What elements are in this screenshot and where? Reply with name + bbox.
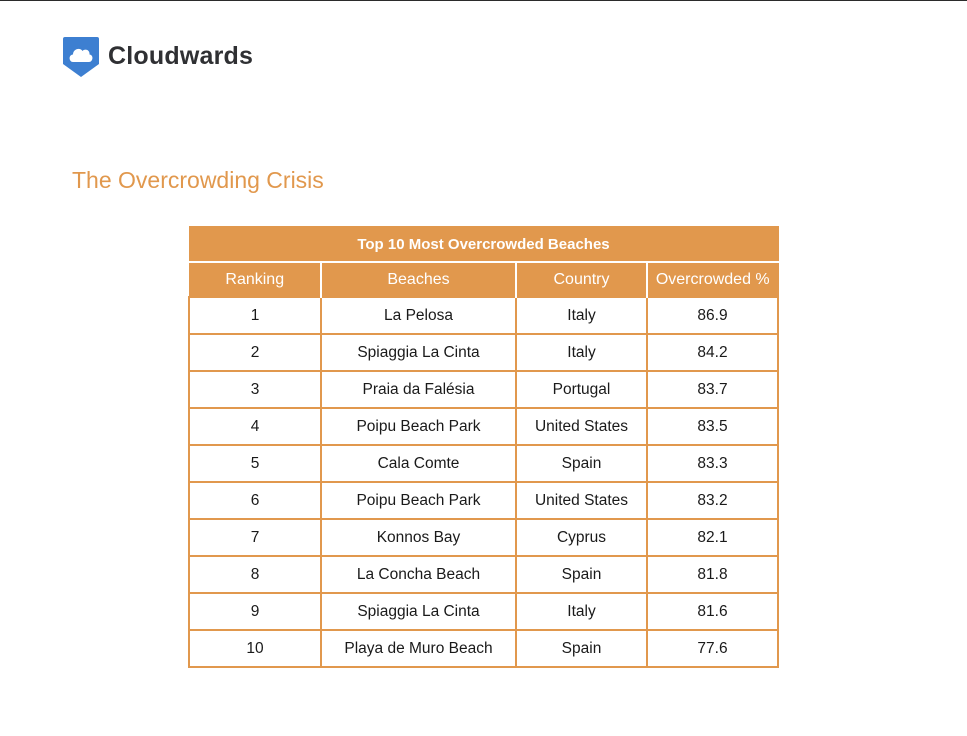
beach-cell: La Concha Beach bbox=[321, 556, 516, 593]
header-beaches: Beaches bbox=[321, 262, 516, 297]
beach-cell: Konnos Bay bbox=[321, 519, 516, 556]
table-row bbox=[189, 482, 778, 519]
country-cell: United States bbox=[516, 482, 647, 519]
ranking-cell: 3 bbox=[189, 371, 321, 408]
beach-cell: Poipu Beach Park bbox=[321, 408, 516, 445]
ranking-cell: 7 bbox=[189, 519, 321, 556]
overcrowded-percent-cell: 81.6 bbox=[647, 593, 778, 630]
overcrowded-percent-cell: 83.5 bbox=[647, 408, 778, 445]
page-title: The Overcrowding Crisis bbox=[72, 167, 324, 193]
beach-cell: Praia da Falésia bbox=[321, 371, 516, 408]
ranking-cell: 2 bbox=[189, 334, 321, 371]
beach-cell: Spiaggia La Cinta bbox=[321, 334, 516, 371]
table-title: Top 10 Most Overcrowded Beaches bbox=[189, 227, 778, 263]
country-cell: United States bbox=[516, 408, 647, 445]
overcrowded-percent-cell: 86.9 bbox=[647, 297, 778, 334]
header-overcrowded-percent: Overcrowded % bbox=[647, 262, 778, 297]
beach-ranking-table-container bbox=[188, 226, 779, 668]
ranking-cell: 5 bbox=[189, 445, 321, 482]
overcrowded-percent-cell: 77.6 bbox=[647, 630, 778, 667]
overcrowded-percent-cell: 83.7 bbox=[647, 371, 778, 408]
ranking-cell: 1 bbox=[189, 297, 321, 334]
table-row bbox=[189, 556, 778, 593]
country-cell: Italy bbox=[516, 593, 647, 630]
table-row bbox=[189, 334, 778, 371]
table-caption-row bbox=[189, 227, 778, 263]
country-cell: Cyprus bbox=[516, 519, 647, 556]
table-header-row bbox=[189, 262, 778, 297]
overcrowded-percent-cell: 84.2 bbox=[647, 334, 778, 371]
table-row bbox=[189, 408, 778, 445]
country-cell: Portugal bbox=[516, 371, 647, 408]
table-row bbox=[189, 445, 778, 482]
table-row bbox=[189, 630, 778, 667]
table-row bbox=[189, 371, 778, 408]
table-row bbox=[189, 593, 778, 630]
overcrowded-percent-cell: 83.3 bbox=[647, 445, 778, 482]
brand-logo[interactable] bbox=[62, 34, 253, 78]
header-ranking: Ranking bbox=[189, 262, 321, 297]
country-cell: Italy bbox=[516, 297, 647, 334]
ranking-cell: 8 bbox=[189, 556, 321, 593]
table-row bbox=[189, 519, 778, 556]
ranking-cell: 4 bbox=[189, 408, 321, 445]
beach-cell: Poipu Beach Park bbox=[321, 482, 516, 519]
header-country: Country bbox=[516, 262, 647, 297]
overcrowded-percent-cell: 82.1 bbox=[647, 519, 778, 556]
beach-cell: La Pelosa bbox=[321, 297, 516, 334]
brand-name: Cloudwards bbox=[108, 41, 254, 70]
overcrowded-percent-cell: 81.8 bbox=[647, 556, 778, 593]
country-cell: Spain bbox=[516, 556, 647, 593]
beach-cell: Cala Comte bbox=[321, 445, 516, 482]
top-border-line bbox=[0, 0, 967, 1]
beach-cell: Playa de Muro Beach bbox=[321, 630, 516, 667]
ranking-cell: 6 bbox=[189, 482, 321, 519]
country-cell: Spain bbox=[516, 445, 647, 482]
country-cell: Italy bbox=[516, 334, 647, 371]
cloud-shield-icon bbox=[62, 34, 100, 78]
table-row bbox=[189, 297, 778, 334]
ranking-cell: 10 bbox=[189, 630, 321, 667]
beach-ranking-table bbox=[188, 226, 779, 668]
ranking-cell: 9 bbox=[189, 593, 321, 630]
overcrowded-percent-cell: 83.2 bbox=[647, 482, 778, 519]
country-cell: Spain bbox=[516, 630, 647, 667]
table-body bbox=[189, 297, 778, 667]
beach-cell: Spiaggia La Cinta bbox=[321, 593, 516, 630]
